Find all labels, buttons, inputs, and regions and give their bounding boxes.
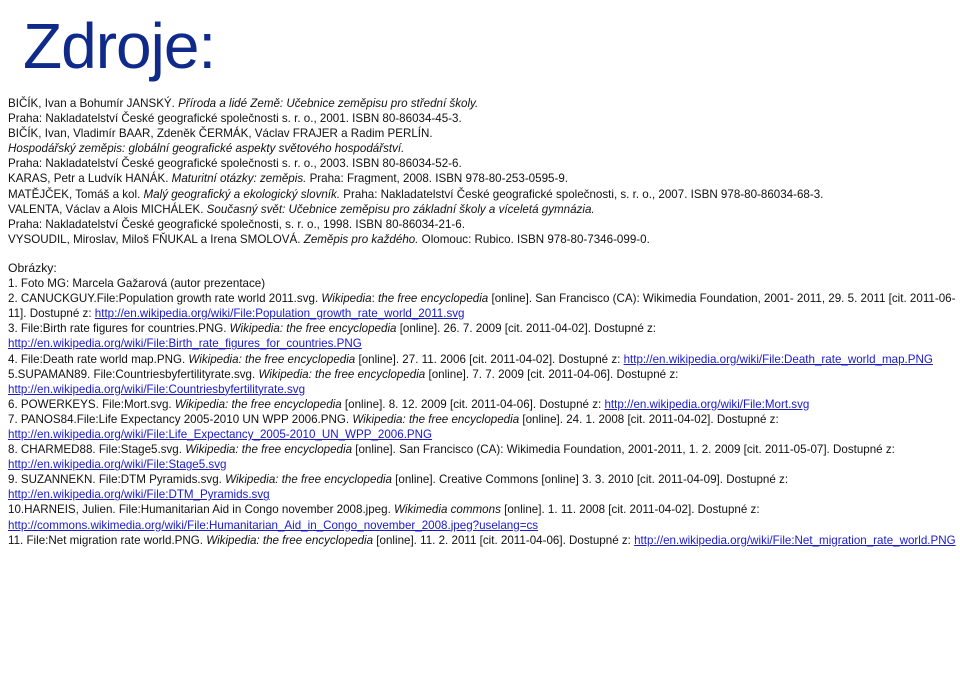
section-gap (8, 247, 956, 261)
italic-title: Wikipedia: the free encyclopedia (352, 412, 520, 426)
citation-text: 3. File:Birth rate figures for countries.PNG. (8, 322, 230, 336)
citation-text: BIČÍK, Ivan a Bohumír JANSKÝ. (8, 97, 179, 110)
source-link[interactable]: http://en.wikipedia.org/wiki/File:Life_Expectancy_2005-2010_UN_WPP_2006.PNG (8, 427, 433, 441)
italic-title: Wikipedia: the free encyclopedia (188, 352, 356, 366)
references-list (8, 96, 956, 247)
citation-text: 8. CHARMED88. File:Stage5.svg. (8, 443, 186, 457)
italic-title: Wikipedia: the free encyclopedia (258, 367, 426, 381)
italic-title: Wikipedia: the free encyclopedia (206, 533, 374, 547)
image-source-item (8, 367, 956, 397)
images-heading: Obrázky: (8, 260, 57, 275)
citation-text: 10.HARNEIS, Julien. File:Humanitarian Aid in Congo november 2008.jpeg. (8, 503, 395, 517)
reference-item (8, 217, 956, 232)
image-source-item (8, 291, 956, 321)
citation-text: [online]. 11. 2. 2011 [cit. 2011-04-06]. Dostupné z: (373, 533, 635, 547)
reference-item (8, 126, 956, 141)
citation-text: [online]. San Francisco (CA): Wikimedia Foundation, 2001-2011, 1. 2. 2009 [cit. 2011-05-07]. Dostupné z: (352, 443, 895, 457)
citation-text: Praha: Nakladatelství České geografické společnosti s. r. o., 2001. ISBN 80-86034-45-3. (8, 112, 462, 126)
citation-text: Praha: Nakladatelství České geografické společnosti, s. r. o., 1998. ISBN 80-86034-21-6. (8, 217, 465, 231)
citation-text: : (371, 292, 379, 306)
reference-item (8, 171, 956, 186)
citation-text: Praha: Nakladatelství České geografické společnosti s. r. o., 2003. ISBN 80-86034-52-6. (8, 157, 462, 171)
source-link[interactable]: http://en.wikipedia.org/wiki/File:Countriesbyfertilityrate.svg (8, 382, 306, 396)
image-source-item (8, 352, 956, 367)
sources-content (8, 96, 956, 548)
citation-text: MATĚJČEK, Tomáš a kol. (8, 187, 144, 201)
images-list (8, 276, 956, 548)
citation-text: Praha: Fragment, 2008. ISBN 978-80-253-0595-9. (306, 172, 569, 186)
reference-item (8, 156, 956, 171)
reference-item (8, 141, 956, 156)
italic-title: the free encyclopedia (378, 292, 489, 306)
italic-title: Malý geografický a ekologický slovník. (143, 187, 341, 201)
citation-text: [online]. 7. 7. 2009 [cit. 2011-04-06]. Dostupné z: (425, 367, 679, 381)
source-link[interactable]: http://en.wikipedia.org/wiki/File:Death_rate_world_map.PNG (623, 352, 933, 366)
citation-text: 9. SUZANNEKN. File:DTM Pyramids.svg. (8, 473, 226, 487)
citation-text: 5.SUPAMAN89. File:Countriesbyfertilityrate.svg. (8, 367, 259, 381)
source-link[interactable]: http://en.wikipedia.org/wiki/File:Mort.svg (604, 397, 810, 411)
source-link[interactable]: http://en.wikipedia.org/wiki/File:Birth_rate_figures_for_countries.PNG (8, 337, 362, 351)
citation-text: [online]. 26. 7. 2009 [cit. 2011-04-02]. Dostupné z: (396, 322, 657, 336)
source-link[interactable]: http://en.wikipedia.org/wiki/File:Net_migration_rate_world.PNG (634, 533, 956, 547)
citation-text: VALENTA, Václav a Alois MICHÁLEK. (8, 202, 207, 216)
italic-title: Wikimedia commons (394, 503, 501, 517)
citation-text: [online]. 27. 11. 2006 [cit. 2011-04-02]. Dostupné z: (355, 352, 624, 366)
source-link[interactable]: http://en.wikipedia.org/wiki/File:Population_growth_rate_world_2011.svg (94, 307, 465, 321)
citation-text: KARAS, Petr a Ludvík HANÁK. (8, 172, 172, 186)
italic-title: Zeměpis pro každého. (303, 232, 419, 246)
image-source-item (8, 397, 956, 412)
citation-text: 6. POWERKEYS. File:Mort.svg. (8, 397, 175, 411)
image-source-item (8, 321, 956, 351)
citation-text: 4. File:Death rate world map.PNG. (8, 352, 189, 366)
citation-text: 2. CANUCKGUY.File:Population growth rate world 2011.svg. (8, 292, 322, 306)
italic-title: Současný svět: Učebnice zeměpisu pro základní školy a víceletá gymnázia. (206, 202, 595, 216)
citation-text: Praha: Nakladatelství České geografické společnosti, s. r. o., 2007. ISBN 978-80-86034-68-3. (340, 187, 824, 201)
italic-title: Wikipedia: the free encyclopedia (174, 397, 342, 411)
citation-text: [online]. Creative Commons [online] 3. 3. 2010 [cit. 2011-04-09]. Dostupné z: (391, 473, 789, 487)
source-link[interactable]: http://commons.wikimedia.org/wiki/File:Humanitarian_Aid_in_Congo_november_2008.jpeg?uselang=cs (8, 518, 539, 532)
image-source-item (8, 412, 956, 442)
citation-text: VYSOUDIL, Miroslav, Miloš FŇUKAL a Irena SMOLOVÁ. (8, 232, 304, 246)
reference-item (8, 232, 956, 247)
image-source-item (8, 442, 956, 472)
citation-text: 11. File:Net migration rate world.PNG. (8, 533, 207, 547)
source-link[interactable]: http://en.wikipedia.org/wiki/File:Stage5.svg (8, 458, 227, 472)
italic-title: Maturitní otázky: zeměpis. (171, 172, 307, 186)
citation-text: 1. Foto MG: Marcela Gažarová (autor prezentace) (8, 277, 266, 291)
image-source-item (8, 276, 956, 291)
citation-text: BIČÍK, Ivan, Vladimír BAAR, Zdeněk ČERMÁK, Václav FRAJER a Radim PERLÍN. (8, 127, 433, 141)
image-source-item (8, 502, 956, 532)
reference-item (8, 202, 956, 217)
reference-item (8, 111, 956, 126)
citation-text: 7. PANOS84.File:Life Expectancy 2005-2010 UN WPP 2006.PNG. (8, 412, 353, 426)
image-source-item (8, 533, 956, 548)
italic-title: Wikipedia: the free encyclopedia (185, 443, 353, 457)
citation-text: [online]. 8. 12. 2009 [cit. 2011-04-06]. Dostupné z: (341, 397, 605, 411)
italic-title: Wikipedia: the free encyclopedia (225, 473, 392, 487)
reference-item (8, 187, 956, 202)
citation-text: [online]. 24. 1. 2008 [cit. 2011-04-02]. Dostupné z: (519, 412, 779, 426)
citation-text: Olomouc: Rubico. ISBN 978-80-7346-099-0. (418, 232, 650, 246)
reference-item (8, 96, 956, 111)
citation-text: [online]. San Francisco (CA): Wikimedia Foundation, 2001- 2011, 29. 5. 2011 [cit. 2011-06-11]. Dostupné z: (8, 292, 956, 321)
italic-title: Wikipedia (321, 292, 372, 306)
citation-text: [online]. 1. 11. 2008 [cit. 2011-04-02]. Dostupné z: (500, 503, 760, 517)
italic-title: Wikipedia: the free encyclopedia (229, 322, 397, 336)
italic-title: Hospodářský zeměpis: globální geografické aspekty světového hospodářství. (8, 142, 405, 156)
image-source-item (8, 472, 956, 502)
page-title: Zdroje: (23, 10, 216, 82)
italic-title: Příroda a lidé Země: Učebnice zeměpisu pro střední školy. (178, 97, 479, 110)
source-link[interactable]: http://en.wikipedia.org/wiki/File:DTM_Pyramids.svg (8, 488, 270, 502)
